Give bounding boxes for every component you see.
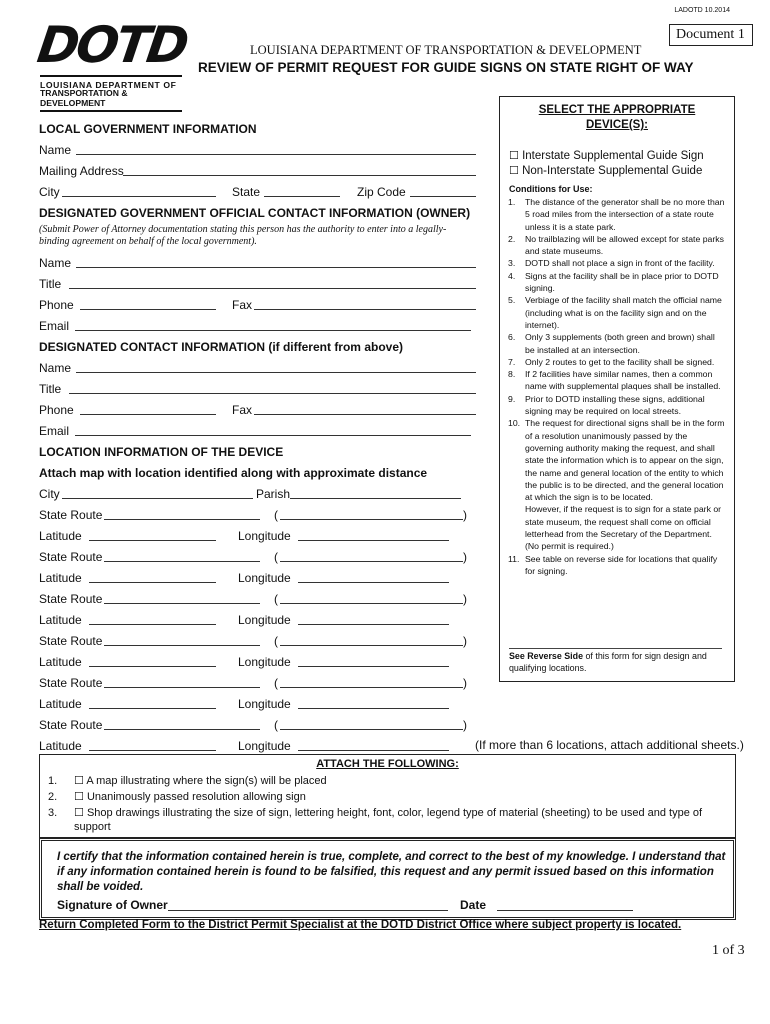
- condition-text: However, if the request is to sign for a state park or state museum, the request shall come on official letterhead from the Secretary of the Department. (No permit is required.): [525, 504, 722, 552]
- longitude-label: Longitude: [238, 571, 291, 585]
- paren-close: ): [463, 634, 467, 648]
- condition-item: [508, 233, 726, 258]
- condition-item: [508, 553, 726, 578]
- latitude-label: Latitude: [39, 529, 82, 543]
- official-phone-field[interactable]: [80, 309, 216, 310]
- state-route-field[interactable]: [104, 687, 260, 688]
- longitude-field[interactable]: [298, 624, 449, 625]
- condition-text: See table on reverse side for locations that qualify for signing.: [525, 553, 718, 576]
- device-option-interstate-label: Interstate Supplemental Guide Sign: [522, 150, 704, 162]
- state-route-detail-field[interactable]: [280, 519, 463, 520]
- checkbox-icon[interactable]: ☐: [74, 774, 84, 787]
- form-code: LADOTD 10.2014: [674, 7, 730, 14]
- official-email-label: Email: [39, 319, 70, 333]
- longitude-label: Longitude: [238, 529, 291, 543]
- state-route-label: State Route: [39, 508, 103, 522]
- contact-name-field[interactable]: [76, 372, 476, 373]
- condition-item: [508, 257, 726, 269]
- condition-item: [508, 356, 726, 368]
- condition-text: Prior to DOTD installing these signs, additional signing may be required on local streets.: [525, 393, 705, 417]
- condition-number: 6.: [508, 332, 516, 343]
- local-gov-header: LOCAL GOVERNMENT INFORMATION: [39, 122, 257, 136]
- paren-open: (: [274, 718, 278, 732]
- paren-close: ): [463, 508, 467, 522]
- latitude-label: Latitude: [39, 739, 82, 753]
- zip-label: Zip Code: [357, 185, 406, 199]
- paren-close: ): [463, 592, 467, 606]
- contact-fax-field[interactable]: [254, 414, 476, 415]
- form-title: REVIEW OF PERMIT REQUEST FOR GUIDE SIGNS ON STATE RIGHT OF WAY: [198, 60, 694, 75]
- attach-title: ATTACH THE FOLLOWING:: [316, 758, 459, 770]
- latitude-field[interactable]: [89, 540, 216, 541]
- condition-item: [508, 503, 726, 552]
- attach-box: [39, 754, 736, 838]
- latitude-field[interactable]: [89, 750, 216, 751]
- see-reverse-rest: of this form for sign design and qualifying locations.: [509, 651, 707, 673]
- longitude-field[interactable]: [298, 708, 449, 709]
- date-label: Date: [460, 898, 487, 912]
- location-city-field[interactable]: [62, 498, 253, 499]
- latitude-label: Latitude: [39, 655, 82, 669]
- device-option-interstate[interactable]: [509, 149, 704, 163]
- attach-item[interactable]: [48, 774, 730, 788]
- longitude-label: Longitude: [238, 697, 291, 711]
- conditions-list: [508, 196, 726, 577]
- official-header: DESIGNATED GOVERNMENT OFFICIAL CONTACT INFORMATION (OWNER): [39, 206, 471, 220]
- mailing-address-field[interactable]: [123, 175, 476, 176]
- location-city-label: City: [39, 487, 60, 501]
- state-route-field[interactable]: [104, 561, 260, 562]
- longitude-label: Longitude: [238, 655, 291, 669]
- condition-number: 9.: [508, 393, 516, 404]
- condition-item: [508, 393, 726, 418]
- state-route-detail-field[interactable]: [280, 561, 463, 562]
- state-route-label: State Route: [39, 676, 103, 690]
- contact-phone-field[interactable]: [80, 414, 216, 415]
- signature-field[interactable]: [168, 910, 448, 911]
- contact-email-field[interactable]: [75, 435, 471, 436]
- condition-item: [508, 331, 726, 356]
- contact-title-field[interactable]: [69, 393, 476, 394]
- power-of-attorney-note: (Submit Power of Attorney documentation stating this person has the authority to enter into a legally-binding agreement on behalf of the local government).: [39, 224, 447, 247]
- paren-close: ): [463, 550, 467, 564]
- location-header: LOCATION INFORMATION OF THE DEVICE: [39, 445, 284, 459]
- panel-footer: [509, 650, 729, 674]
- state-route-detail-field[interactable]: [280, 687, 463, 688]
- official-fax-field[interactable]: [254, 309, 476, 310]
- see-reverse-bold: See Reverse Side: [509, 651, 584, 661]
- paren-close: ): [463, 676, 467, 690]
- latitude-label: Latitude: [39, 571, 82, 585]
- attach-item-text: Shop drawings illustrating the size of sign, lettering height, font, color, legend type of material (sheeting) to be used and type of support: [74, 807, 703, 833]
- condition-number: 8.: [508, 369, 516, 380]
- more-locations-note: (If more than 6 locations, attach additional sheets.): [475, 738, 744, 752]
- state-route-detail-field[interactable]: [280, 645, 463, 646]
- location-subheader: Attach map with location identified along with approximate distance: [39, 466, 428, 480]
- condition-text: Only 2 routes to get to the facility shall be signed.: [525, 356, 715, 367]
- paren-close: ): [463, 718, 467, 732]
- department-name: LOUISIANA DEPARTMENT OF TRANSPORTATION & DEVELOPMENT: [250, 43, 642, 57]
- longitude-field[interactable]: [298, 540, 449, 541]
- condition-text: Only 3 supplements (both green and brown) shall be installed at an intersection.: [525, 332, 715, 355]
- longitude-field[interactable]: [298, 582, 449, 583]
- state-route-label: State Route: [39, 634, 103, 648]
- device-option-non-interstate-label: Non-Interstate Supplemental Guide: [522, 165, 703, 177]
- official-email-field[interactable]: [75, 330, 471, 331]
- condition-text: The distance of the generator shall be no more than 5 road miles from the intersection of a state route unless it is a state park.: [525, 197, 725, 232]
- checkbox-icon[interactable]: ☐: [509, 164, 519, 177]
- state-route-detail-field[interactable]: [280, 603, 463, 604]
- condition-text: DOTD shall not place a sign in front of the facility.: [525, 258, 715, 269]
- certification-box: [39, 838, 736, 920]
- contact-email-label: Email: [39, 424, 70, 438]
- latitude-field[interactable]: [89, 582, 216, 583]
- condition-item: [508, 196, 726, 233]
- contact-title-label: Title: [39, 382, 62, 396]
- state-route-label: State Route: [39, 592, 103, 606]
- attach-item-number: 3.: [48, 807, 58, 819]
- contact-fax-label: Fax: [232, 403, 253, 417]
- condition-text: If 2 facilities have similar names, then a common name with supplemental plaques shall be installed.: [525, 369, 721, 392]
- attach-item-text: Unanimously passed resolution allowing sign: [86, 791, 306, 803]
- panel-divider: [509, 648, 722, 649]
- latitude-field[interactable]: [89, 708, 216, 709]
- zip-field[interactable]: [410, 196, 476, 197]
- attach-item[interactable]: [48, 790, 730, 804]
- checkbox-icon[interactable]: ☐: [74, 790, 84, 803]
- checkbox-icon[interactable]: ☐: [74, 806, 84, 819]
- condition-text: Signs at the facility shall be in place prior to DOTD signing.: [525, 270, 719, 294]
- state-route-label: State Route: [39, 718, 103, 732]
- logo-word: DOTD: [33, 16, 190, 74]
- mailing-address-label: Mailing Address: [39, 164, 124, 178]
- parish-label: Parish: [256, 487, 291, 501]
- condition-item: [508, 270, 726, 295]
- device-selection-panel: [499, 96, 735, 682]
- state-field[interactable]: [264, 196, 340, 197]
- paren-open: (: [274, 634, 278, 648]
- official-title-field[interactable]: [69, 288, 476, 289]
- panel-title-line2: DEVICE(S):: [586, 119, 648, 131]
- condition-number: 10.: [508, 418, 521, 429]
- longitude-field[interactable]: [298, 666, 449, 667]
- latitude-field[interactable]: [89, 666, 216, 667]
- certification-text: I certify that the information contained herein is true, complete, and correct to the best of my knowledge. I understand that if any information contained herein is found to be falsified, this request and any permit issued based on this information shall be voided.: [57, 851, 726, 893]
- local-gov-name-label: Name: [39, 143, 72, 157]
- panel-title-line1: SELECT THE APPROPRIATE: [538, 104, 696, 116]
- official-name-label: Name: [39, 256, 72, 270]
- city-field[interactable]: [62, 196, 216, 197]
- state-route-field[interactable]: [104, 603, 260, 604]
- longitude-label: Longitude: [238, 613, 291, 627]
- signature-label: Signature of Owner: [57, 898, 168, 912]
- state-route-field[interactable]: [104, 519, 260, 520]
- contact-phone-label: Phone: [39, 403, 74, 417]
- logo-line-1: LOUISIANA DEPARTMENT OF: [40, 75, 182, 90]
- paren-open: (: [274, 676, 278, 690]
- condition-item: [508, 417, 726, 503]
- longitude-field[interactable]: [298, 750, 449, 751]
- paren-open: (: [274, 508, 278, 522]
- local-gov-name-field[interactable]: [76, 154, 476, 155]
- condition-number: 2.: [508, 233, 516, 244]
- attach-item-text: A map illustrating where the sign(s) will be placed: [86, 775, 327, 787]
- state-route-field[interactable]: [104, 645, 260, 646]
- paren-open: (: [274, 550, 278, 564]
- state-route-field[interactable]: [104, 729, 260, 730]
- conditions-header: Conditions for Use:: [509, 184, 593, 194]
- attach-item-number: 1.: [48, 775, 58, 787]
- page-number: 1 of 3: [712, 943, 745, 958]
- document-label-box: Document 1: [669, 24, 753, 46]
- date-field[interactable]: [497, 910, 633, 911]
- dotd-logo: [33, 16, 193, 110]
- attach-item[interactable]: [48, 806, 730, 834]
- contact-header: DESIGNATED CONTACT INFORMATION (if different from above): [39, 340, 403, 354]
- state-route-detail-field[interactable]: [280, 729, 463, 730]
- condition-number: 7.: [508, 356, 516, 367]
- latitude-field[interactable]: [89, 624, 216, 625]
- condition-number: 3.: [508, 258, 516, 269]
- condition-number: 5.: [508, 295, 516, 306]
- official-title-label: Title: [39, 277, 62, 291]
- signature-row: [57, 898, 168, 912]
- panel-title: [500, 103, 734, 133]
- attach-item-number: 2.: [48, 791, 58, 803]
- checkbox-icon[interactable]: ☐: [509, 149, 519, 162]
- state-route-label: State Route: [39, 550, 103, 564]
- condition-number: 1.: [508, 197, 516, 207]
- condition-text: The request for directional signs shall be in the form of a resolution unanimously passed by the governing authority making the request, and shall state the information which is to appear on the sign, the name and general location of the entity to which the public is to be directed, and the general location at which the sign is to be located.: [525, 418, 725, 503]
- condition-number: 11.: [508, 553, 520, 564]
- device-option-non-interstate[interactable]: [509, 164, 702, 178]
- official-fax-label: Fax: [232, 298, 253, 312]
- latitude-label: Latitude: [39, 697, 82, 711]
- official-phone-label: Phone: [39, 298, 74, 312]
- logo-line-2: TRANSPORTATION & DEVELOPMENT: [40, 88, 182, 112]
- condition-number: [508, 503, 525, 552]
- condition-item: [508, 294, 726, 331]
- condition-text: No trailblazing will be allowed except for state parks and state museums.: [525, 233, 724, 257]
- return-instructions: Return Completed Form to the District Permit Specialist at the DOTD District Office where subject property is located.: [39, 919, 682, 931]
- paren-open: (: [274, 592, 278, 606]
- condition-text: Verbiage of the facility shall match the official name (including what is on the facility sign and on the internet).: [525, 295, 722, 330]
- condition-item: [508, 368, 726, 393]
- state-label: State: [232, 185, 261, 199]
- longitude-label: Longitude: [238, 739, 291, 753]
- city-label: City: [39, 185, 60, 199]
- contact-name-label: Name: [39, 361, 72, 375]
- latitude-label: Latitude: [39, 613, 82, 627]
- condition-number: 4.: [508, 270, 516, 281]
- official-name-field[interactable]: [76, 267, 476, 268]
- parish-field[interactable]: [290, 498, 461, 499]
